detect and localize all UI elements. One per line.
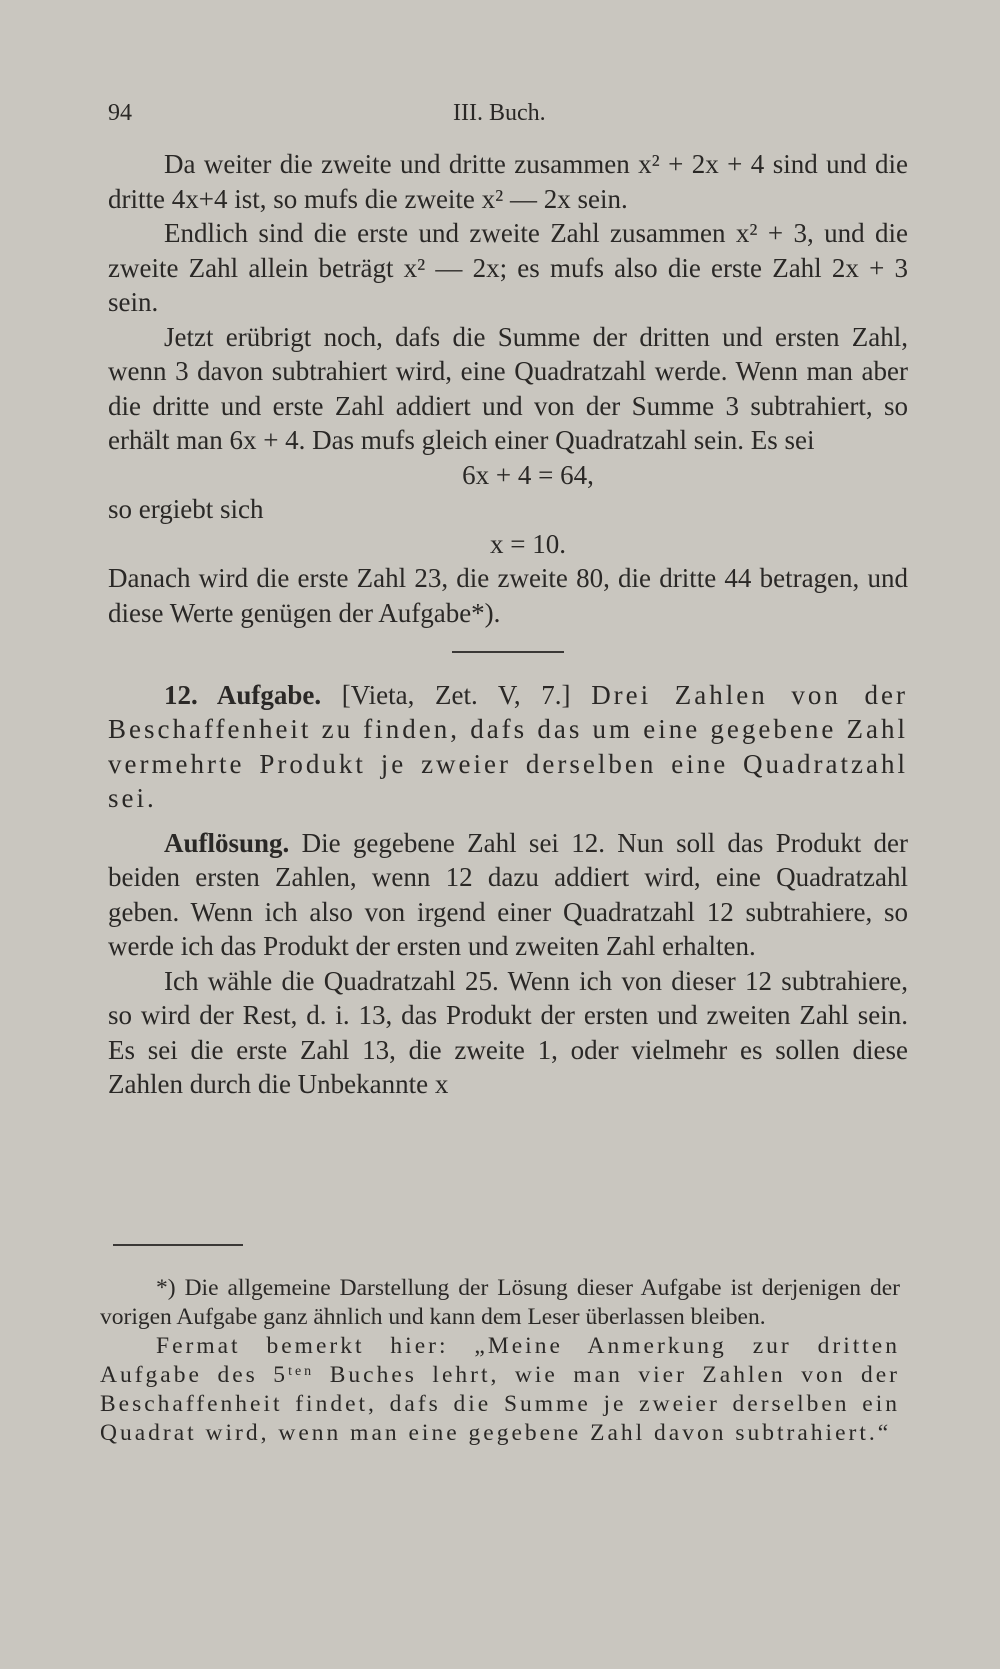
equation-1 <box>108 458 908 493</box>
page-header <box>108 100 908 140</box>
solution-label: Auflösung. <box>164 827 290 858</box>
footnote-2-part-a: Fermat bemerkt hier: „Meine Anmerkung zur dritten Aufgabe des 5 <box>100 1333 900 1388</box>
so-ergiebt-sich: so ergiebt sich <box>108 494 264 524</box>
running-head: III. Buch. <box>453 100 546 126</box>
footnote-rule <box>113 1244 243 1246</box>
problem-statement: Drei Zahlen von der Beschaffenheit zu finden, dafs das um eine gegebene Zahl vermehrte Produkt je zweier derselben eine Quadratzahl sei. <box>108 679 909 813</box>
paragraph-problem-12 <box>108 678 908 816</box>
problem-label: 12. Aufgabe. <box>164 679 322 710</box>
problem-reference: [Vieta, Zet. V, 7.] <box>341 679 571 710</box>
section-divider <box>452 651 564 653</box>
paragraph-4: Danach wird die erste Zahl 23, die zweite 80, die dritte 44 betragen, und diese Werte genügen der Aufgabe*). <box>108 563 908 628</box>
paragraph-solution <box>108 826 908 964</box>
paragraph-7: Ich wähle die Quadratzahl 25. Wenn ich von dieser 12 subtrahiere, so wird der Rest, d. i. 13, das Produkt der ersten und zweiten Zahl sein. Es sei die erste Zahl 13, die zweite 1, oder vielmehr es sollen diese Zahlen durch die Unbekannte x <box>108 965 908 1099</box>
footnote-2-part-b: Buches lehrt, wie man vier Zahlen von der Beschaffenheit findet, dafs die Summe je zweier derselben ein Quadrat wird, wenn man eine gegebene Zahl davon subtrahiert.“ <box>100 1362 901 1446</box>
solution-text: Die gegebene Zahl sei 12. Nun soll das Produkt der beiden ersten Zahlen, wenn 12 dazu addiert wird, eine Quadratzahl geben. Wenn ich also von irgend einer Quadratzahl 12 subtrahiere, so werde ich das Produkt der ersten und zweiten Zahl erhalten. <box>108 827 909 961</box>
paragraph-3: Jetzt erübrigt noch, dafs die Summe der dritten und ersten Zahl, wenn 3 davon subtrahiert wird, eine Quadratzahl werde. Wenn man aber die dritte und erste Zahl addiert und von der Summe 3 subtrahiert, so erhält man 6x + 4. Das mufs gleich einer Quadratzahl sein. Es sei <box>108 321 908 455</box>
footnote-2-superscript: ten <box>288 1364 315 1379</box>
page-number: 94 <box>108 100 132 126</box>
equation-2-text: x = 10. <box>490 528 566 559</box>
footnote-2 <box>100 1332 900 1448</box>
footnotes <box>100 1274 900 1448</box>
equation-2 <box>108 527 908 562</box>
paragraph-2: Endlich sind die erste und zweite Zahl zusammen x² + 3, und die zweite Zahl allein beträgt x² — 2x; es mufs also die erste Zahl 2x + 3 sein. <box>108 218 908 317</box>
main-text <box>108 147 908 1102</box>
equation-1-text: 6x + 4 = 64, <box>462 459 594 490</box>
paragraph-1: Da weiter die zweite und dritte zusammen x² + 2x + 4 sind und die dritte 4x+4 ist, so mufs die zweite x² — 2x sein. <box>108 149 908 214</box>
footnote-1: *) Die allgemeine Darstellung der Lösung dieser Aufgabe ist derjenigen der vorigen Aufgabe ganz ähnlich und kann dem Leser überlassen bleiben. <box>100 1275 900 1330</box>
